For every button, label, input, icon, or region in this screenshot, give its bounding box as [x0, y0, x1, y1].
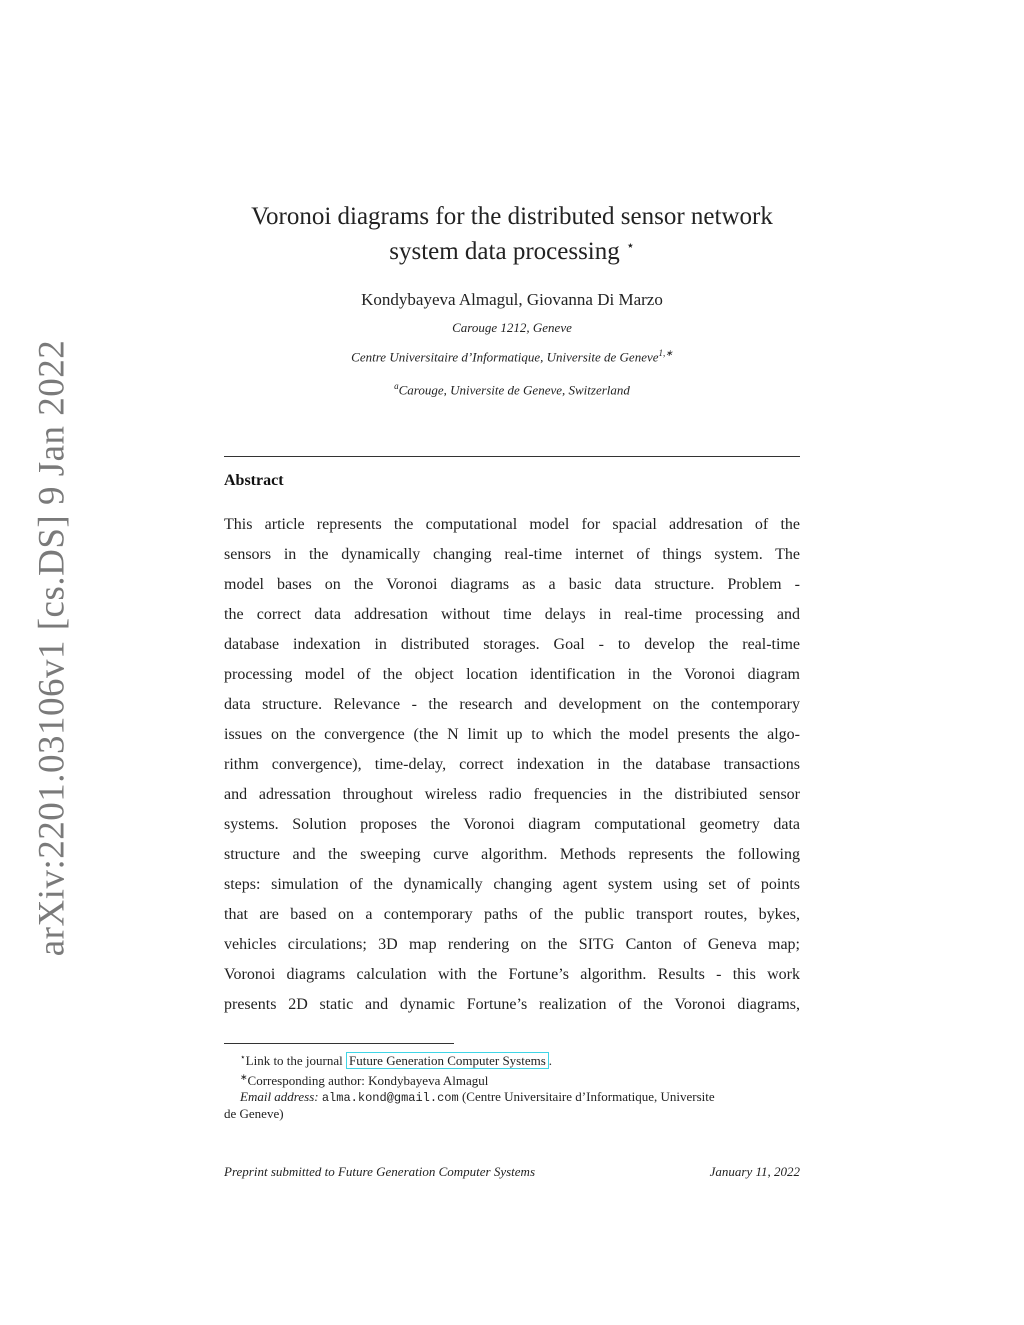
- footnote-rule: [224, 1043, 454, 1044]
- paper-title: [224, 202, 800, 267]
- affiliation-address: Carouge 1212, Geneve: [452, 320, 572, 335]
- abstract-line: vehicles circulations; 3D map rendering on the SITG Canton of Geneva map;: [224, 936, 800, 953]
- abstract-top-rule: [224, 456, 800, 457]
- abstract-line: that are based on a contemporary paths of the public transport routes, bykes,: [224, 906, 800, 923]
- arxiv-stamp: arXiv:2201.03106v1 [cs.DS] 9 Jan 2022: [31, 339, 73, 957]
- title-line-2-text: system data processing: [389, 238, 620, 265]
- footnote-star-mark: ⋆: [240, 1052, 246, 1062]
- affiliation-second: [224, 381, 800, 398]
- affiliation-second-sup: a: [394, 381, 399, 391]
- footnote-email-continued: de Geneve): [224, 1106, 284, 1121]
- title-line-2: [224, 232, 800, 267]
- authors: Kondybayeva Almagul, Giovanna Di Marzo: [361, 290, 663, 309]
- footnote-asterisk-mark: ∗: [240, 1072, 248, 1082]
- footnote-corresponding-text: Corresponding author: Kondybayeva Almagul: [247, 1073, 489, 1088]
- affiliation-centre: [224, 348, 800, 365]
- abstract-line: the correct data addresation without time delays in real-time processing and: [224, 606, 800, 623]
- abstract-body: [224, 510, 800, 1020]
- affiliation-second-text: Carouge, Universite de Geneve, Switzerland: [398, 382, 630, 398]
- abstract-line: rithm convergence), time-delay, correct indexation in the database transactions: [224, 756, 800, 773]
- abstract-line: structure and the sweeping curve algorithm. Methods represents the following: [224, 846, 800, 863]
- footnote-journal-end: .: [548, 1053, 553, 1068]
- abstract-line: Voronoi diagrams calculation with the Fortune’s algorithm. Results - this work: [224, 966, 800, 983]
- abstract-line: This article represents the computational model for spacial addresation of the: [224, 516, 800, 533]
- title-star-mark: ⋆: [626, 239, 635, 254]
- abstract-line: database indexation in distributed storages. Goal - to develop the real-time: [224, 636, 800, 653]
- footnote-corresponding: [224, 1069, 800, 1089]
- abstract-line: processing model of the object location identification in the Voronoi diagram: [224, 666, 800, 683]
- abstract-line: presents 2D static and dynamic Fortune’s realization of the Voronoi diagrams,: [224, 996, 800, 1013]
- affiliation-centre-sup: 1,∗: [658, 348, 673, 358]
- abstract-line: model bases on the Voronoi diagrams as a basic data structure. Problem -: [224, 576, 800, 593]
- abstract-line: issues on the convergence (the N limit up to which the model presents the algo-: [224, 726, 800, 743]
- footnote-journal-text: Link to the journal: [245, 1053, 347, 1068]
- preprint-journal: Preprint submitted to Future Generation Computer Systems: [224, 1164, 536, 1179]
- title-line-1: Voronoi diagrams for the distributed sensor network: [251, 203, 773, 230]
- preprint-date: January 11, 2022: [709, 1164, 800, 1179]
- abstract-line: sensors in the dynamically changing real-time internet of things system. The: [224, 546, 800, 563]
- footnotes: [224, 1049, 800, 1122]
- email-label: Email address:: [240, 1089, 319, 1104]
- journal-link[interactable]: Future Generation Computer Systems: [346, 1052, 549, 1069]
- footnote-journal: [224, 1049, 800, 1069]
- abstract-line: and adressation throughout wireless radio frequencies in the distribiuted sensor: [224, 786, 800, 803]
- footnote-email: [224, 1089, 800, 1106]
- abstract-line: systems. Solution proposes the Voronoi diagram computational geometry data: [224, 816, 800, 833]
- affiliation-centre-text: Centre Universitaire d’Informatique, Universite de Geneve: [351, 349, 659, 365]
- abstract-line: data structure. Relevance - the research and development on the contemporary: [224, 696, 800, 713]
- email-affiliation: (Centre Universitaire d’Informatique, Universite: [458, 1089, 715, 1104]
- abstract-heading: Abstract: [224, 472, 284, 489]
- email-address[interactable]: alma.kond@gmail.com: [321, 1091, 459, 1105]
- abstract-line: steps: simulation of the dynamically changing agent system using set of points: [224, 876, 800, 893]
